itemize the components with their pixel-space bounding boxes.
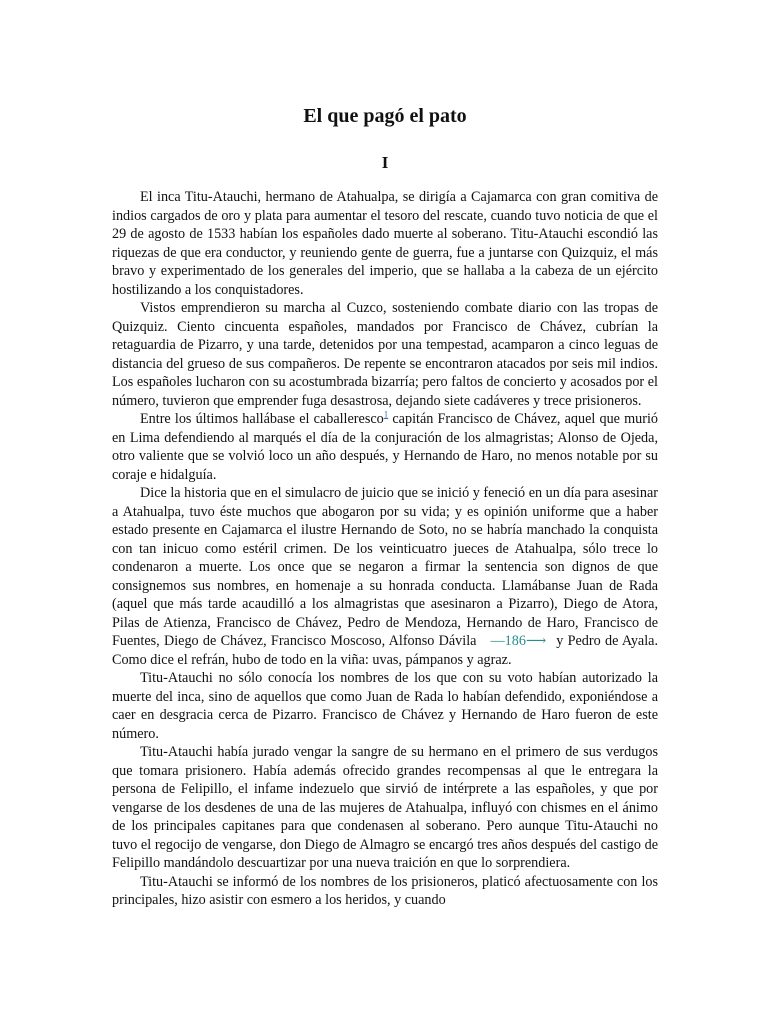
paragraph: El inca Titu-Atauchi, hermano de Atahualpa, se dirigía a Cajamarca con gran comitiva de indios cargados de oro y plata para aumentar el tesoro del rescate, cuando tuvo noticia de que el 29 de agosto de 1533 habían los españoles dado muerte al soberano. Titu-Atauchi escondió las riquezas de que era conductor, y reuniendo gente de guerra, fue a juntarse con Quizquiz, el más bravo y experimentado de los generales del imperio, que se hallaba a la cabeza de un ejército hostilizando a los conquistadores.	[112, 189, 658, 298]
body-text	[112, 188, 658, 910]
chapter-heading: I	[381, 153, 389, 172]
paragraph: Vistos emprendieron su marcha al Cuzco, sosteniendo combate diario con las tropas de Quizquiz. Ciento cincuenta españoles, mandados por Francisco de Chávez, cubrían la retaguardia de Pizarro, y una tarde, detenidos por una tempestad, acamparon a cinco leguas de distancia del grueso de sus compañeros. De repente se encontraron atacados por seis mil indios. Los españoles lucharon con su acostumbrada bizarría; pero faltos de concierto y acosados por el número, tuvieron que emprender fuga desastrosa, dejando siete cadáveres y trece prisioneros.	[112, 300, 658, 409]
paragraph: Titu-Atauchi no sólo conocía los nombres de los que con su voto habían autorizado la muerte del inca, sino de aquellos que como Juan de Rada lo habían defendido, exponiéndose a caer en desgracia cerca de Pizarro. Francisco de Chávez y Hernando de Haro fueron de este número.	[112, 670, 658, 742]
paragraph-text: Entre los últimos hallábase el caballeresco	[140, 411, 384, 427]
footnote-link[interactable]: 1	[383, 409, 389, 420]
paragraph-text: Dice la historia que en el simulacro de juicio que se inició y feneció en un día para asesinar a Atahualpa, tuvo éste muchos que abogaron por su vida; y es opinión uniforme que a haber estado presente en Cajamarca el ilustre Hernando de Soto, no se habría manchado la conquista con tan inicuo como estéril crimen. De los veinticuatro jueces de Atahualpa, sólo trece lo condenaron a muerte. Los once que se negaron a firmar la sentencia son dignos de que consignemos sus nombres, en homenaje a su honrada conducta. Llamábanse Juan de Rada (aquel que más tarde acaudilló a los almagristas que asesinaron a Pizarro), Diego de Atora, Pilas de Atienza, Francisco de Chávez, Pedro de Mendoza, Hernando de Haro, Francisco de Fuentes, Diego de Chávez, Francisco Moscoso, Alfonso Dávila	[112, 485, 658, 649]
paragraph: Titu-Atauchi se informó de los nombres de los prisioneros, platicó afectuosamente con los principales, hizo asistir con esmero a los heridos, y cuando	[112, 873, 658, 908]
paragraph	[112, 410, 658, 484]
paragraph-text: y Pedro de Ayala. Como dice el refrán, hubo de todo en la viña: uvas, pámpanos y agraz.	[112, 633, 658, 668]
document-title: El que pagó el pato	[303, 105, 467, 127]
paragraph-text: capitán Francisco de Chávez, aquel que murió en Lima defendiendo al marqués el día de la conjuración de los almagristas; Alonso de Ojeda, otro valiente que se volvió loco un año después, y Hernando de Haro, no menos notable por su coraje e hidalguía.	[112, 411, 658, 483]
paragraph	[112, 484, 658, 669]
page-number-marker: —186⟶	[490, 633, 547, 649]
paragraph: Titu-Atauchi había jurado vengar la sangre de su hermano en el primero de sus verdugos que tomara prisionero. Había además ofrecido grandes recompensas al que le entregara la persona de Felipillo, el infame indezuelo que sirvió de intérprete a las españoles, y que por vengarse de los desdenes de una de las mujeres de Atahualpa, influyó con chismes en el ánimo de los principales capitanes para que condenasen al soberano. Pero aunque Titu-Atauchi no tuvo el regocijo de vengarse, don Diego de Almagro se encargó tres años después del castigo de Felipillo mandándolo descuartizar por una nueva traición en que lo sorprendiera.	[112, 744, 658, 871]
